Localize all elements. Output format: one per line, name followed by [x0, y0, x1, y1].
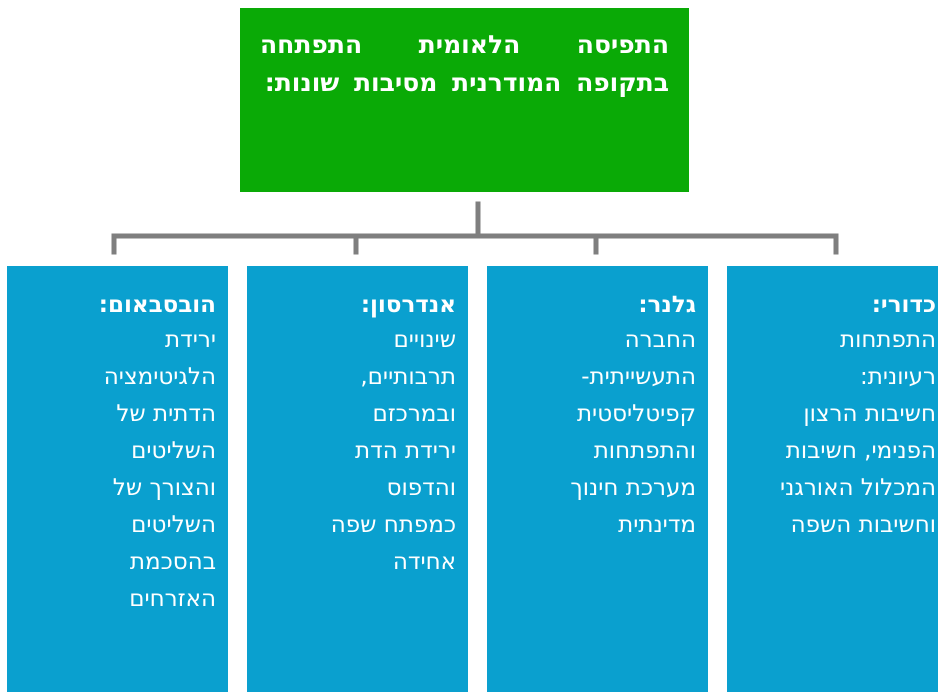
branch-line: הלגיטימציה	[103, 364, 216, 390]
branch-line: ירידת	[165, 327, 216, 353]
branch-line: החברה	[624, 327, 696, 353]
branch-line: הדתית של	[116, 401, 216, 427]
branch-line: מערכת חינוך	[570, 475, 696, 501]
branch-heading: כדורי:	[871, 292, 936, 318]
branch-text	[739, 322, 936, 544]
root-node	[240, 8, 689, 192]
root-title: התפיסה הלאומית התפתחה בתקופה המודרנית מסיבות שונות:	[260, 30, 669, 97]
branch-line: בהסכמת	[129, 549, 216, 575]
branch-line: ירידת הדת	[355, 438, 456, 464]
branch-line: האזרחים	[129, 586, 216, 612]
branch-line: וחשיבות השפה	[790, 512, 936, 538]
branch-line: אחידה	[392, 549, 456, 575]
branch-kaduri	[727, 266, 938, 692]
branch-line: השליטים	[131, 512, 216, 538]
branch-line: קפיטליסטית	[576, 401, 696, 427]
branch-text	[259, 322, 456, 581]
branch-text	[499, 322, 696, 544]
branch-gellner	[487, 266, 708, 692]
branch-line: המכלול האורגני	[779, 475, 936, 501]
branch-line: והדפוס	[386, 475, 456, 501]
branch-heading: גלנר:	[638, 292, 696, 318]
branch-line: התפתחות	[839, 327, 936, 353]
branch-anderson	[247, 266, 468, 692]
branch-line: והצורך של	[112, 475, 216, 501]
branch-line: שינויים	[393, 327, 456, 353]
branch-line: ובמרכזם	[372, 401, 456, 427]
branch-line: כמפתח שפה	[330, 512, 456, 538]
branch-line: חשיבות הרצון	[803, 401, 936, 427]
branch-line: מדינתית	[618, 512, 696, 538]
branch-line: תרבותיים,	[360, 364, 456, 390]
branch-line: התעשייתית-	[581, 364, 696, 390]
branch-line: השליטים	[131, 438, 216, 464]
branch-text	[19, 322, 216, 618]
branch-heading: הובסבאום:	[98, 292, 216, 318]
branch-heading: אנדרסון:	[360, 292, 456, 318]
branch-line: רעיונית:	[859, 364, 936, 390]
branch-hobsbawm	[7, 266, 228, 692]
branch-line: והתפתחות	[593, 438, 696, 464]
branch-line: הפנימי, חשיבות	[785, 438, 936, 464]
